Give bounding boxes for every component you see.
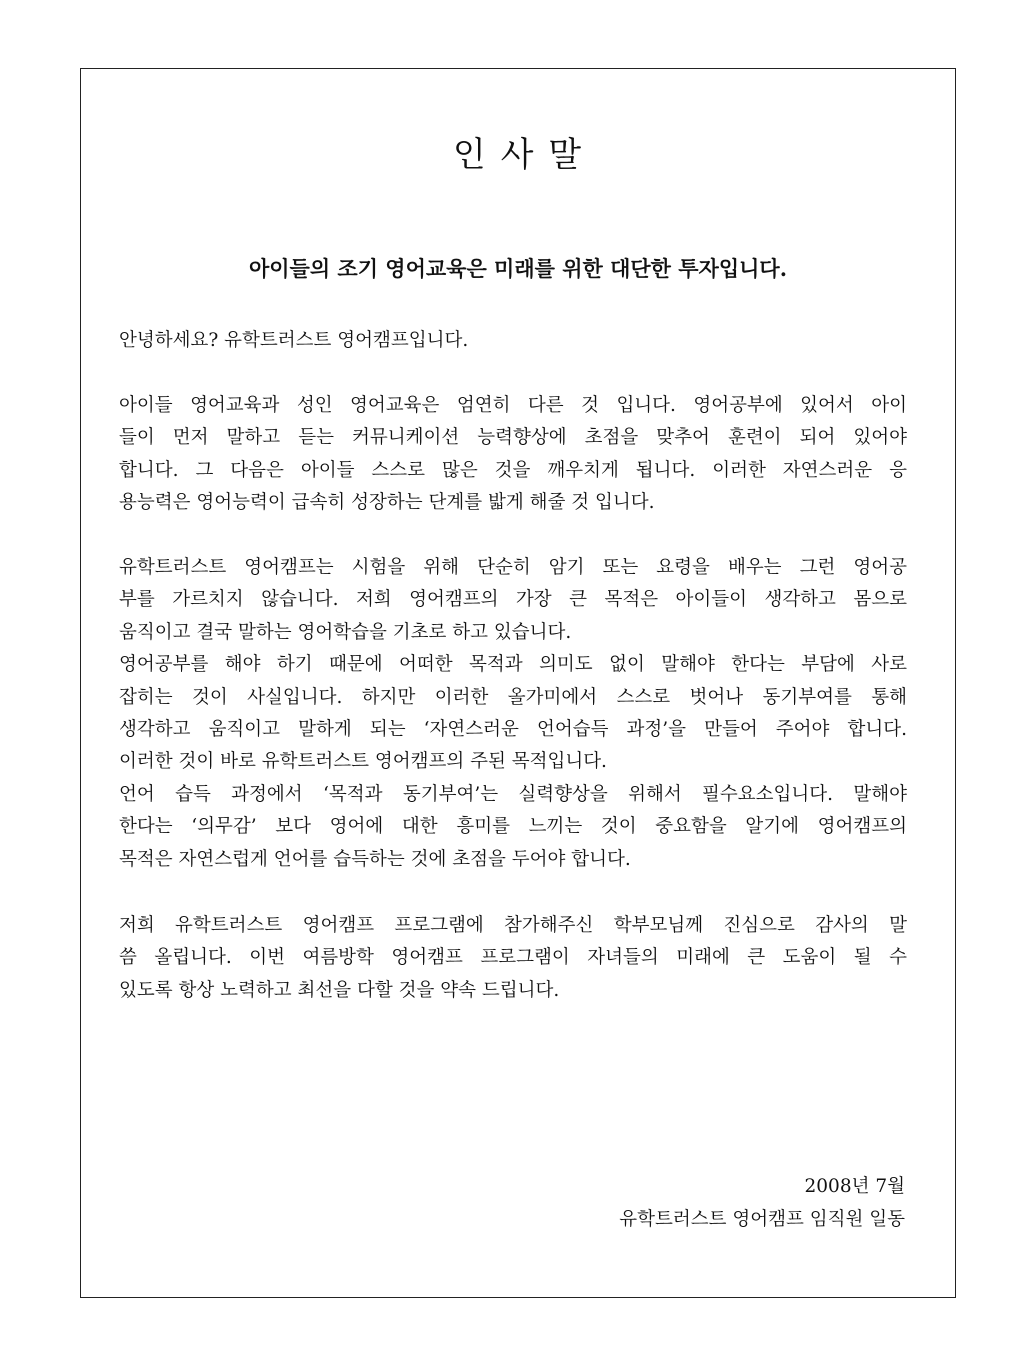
closing-block	[619, 1170, 905, 1236]
paragraph-line: 언어 습득 과정에서 ‘목적과 동기부여’는 실력향상을 위해서 필수요소입니다. 말해야	[119, 783, 907, 805]
paragraph-line: 움직이고 결국 말하는 영어학습을 기초로 하고 있습니다.	[119, 621, 572, 643]
paragraph-2	[119, 552, 907, 876]
greeting-paragraph	[119, 325, 907, 357]
paragraph-line: 목적은 자연스럽게 언어를 습득하는 것에 초점을 두어야 합니다.	[119, 848, 631, 870]
greeting-line: 안녕하세요? 유학트러스트 영어캠프입니다.	[119, 330, 469, 351]
paragraph-line: 있도록 항상 노력하고 최선을 다할 것을 약속 드립니다.	[119, 979, 560, 1001]
paragraph-line: 합니다. 그 다음은 아이들 스스로 많은 것을 깨우치게 됩니다. 이러한 자연스러운 응	[119, 459, 907, 481]
letter-frame	[80, 68, 956, 1298]
letter-subtitle: 아이들의 조기 영어교육은 미래를 위한 대단한 투자입니다.	[248, 256, 788, 281]
paragraph-line: 한다는 ‘의무감’ 보다 영어에 대한 흥미를 느끼는 것이 중요함을 알기에 영어캠프의	[119, 816, 907, 838]
paragraph-line: 이러한 것이 바로 유학트러스트 영어캠프의 주된 목적입니다.	[119, 751, 607, 773]
paragraph-1	[119, 390, 907, 520]
paragraph-line: 용능력은 영어능력이 급속히 성장하는 단계를 밟게 해줄 것 입니다.	[119, 492, 655, 514]
paragraph-line: 유학트러스트 영어캠프는 시험을 위해 단순히 암기 또는 요령을 배우는 그런 영어공	[119, 557, 907, 578]
paragraph-line: 씀 올립니다. 이번 여름방학 영어캠프 프로그램이 자녀들의 미래에 큰 도움이 될 수	[119, 947, 907, 969]
paragraph-line: 부를 가르치지 않습니다. 저희 영어캠프의 가장 큰 목적은 아이들이 생각하고 몸으로	[119, 589, 907, 611]
paragraph-line: 저희 유학트러스트 영어캠프 프로그램에 참가해주신 학부모님께 진심으로 감사의 말	[119, 915, 907, 936]
paragraph-line: 영어공부를 해야 하기 때문에 어떠한 목적과 의미도 없이 말해야 한다는 부담에 사로	[119, 654, 907, 676]
page-title: 인 사 말	[452, 135, 584, 175]
closing-date: 2008년 7월	[804, 1176, 905, 1197]
paragraph-line: 생각하고 움직이고 말하게 되는 ‘자연스러운 언어습득 과정’을 만들어 주어야 합니다.	[119, 718, 907, 740]
paragraph-line: 잡히는 것이 사실입니다. 하지만 이러한 올가미에서 스스로 벗어나 동기부여를 통해	[119, 686, 907, 708]
paragraph-line: 아이들 영어교육과 성인 영어교육은 엄연히 다른 것 입니다. 영어공부에 있어서 아이	[119, 395, 907, 416]
paragraph-line: 들이 먼저 말하고 듣는 커뮤니케이션 능력향상에 초점을 맞추어 훈련이 되어 있어야	[119, 427, 907, 449]
paragraph-3	[119, 910, 907, 1007]
closing-signature: 유학트러스트 영어캠프 임직원 일동	[619, 1209, 905, 1230]
